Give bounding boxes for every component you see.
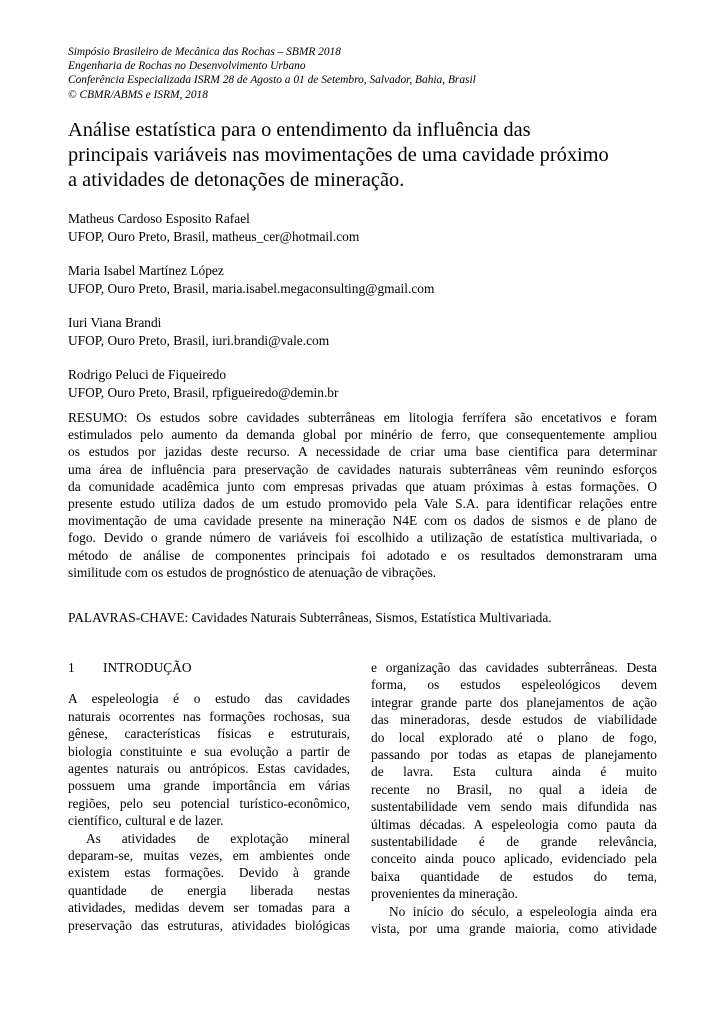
text-line: e organização das cavidades subterrâneas. Desta <box>371 660 657 675</box>
abstract-line: método de análise de componentes principais foi adotado e os resultados demonstraram uma <box>68 547 657 563</box>
text-line: A espeleologia é o estudo das cavidades <box>68 691 350 707</box>
abstract-line: estimulados pelo aumento da demanda global por minério de ferro, que consequentemente ampliou <box>68 427 657 443</box>
text-line: regiões, pelo seu potencial turístico-econômico, <box>68 795 350 811</box>
text-line: vista, por uma grande maioria, como atividade <box>371 921 657 937</box>
text-line: conceito ainda pouco aplicado, evidenciado pela <box>371 851 657 867</box>
text-line: científico, cultural e de lazer. <box>68 813 224 829</box>
text-line: forma, os estudos espeleológicos devem <box>371 677 657 693</box>
section-heading <box>68 659 350 676</box>
text-line: gênese, características físicas e estruturais, <box>68 726 350 742</box>
abstract <box>68 409 657 581</box>
text-line: existem estas formações. Devido à grande <box>68 865 350 881</box>
header-line: Conferência Especializada ISRM 28 de Agosto a 01 de Setembro, Salvador, Bahia, Brasil <box>68 74 476 87</box>
text-line: preservação das estruturas, atividades biológicas <box>68 917 350 933</box>
text-line: agentes naturais ou antrópicos. Estas cavidades, <box>68 761 350 777</box>
text-line: As atividades de explotação mineral <box>86 830 350 846</box>
author-name: Iuri Viana Brandi <box>68 315 162 330</box>
author-name: Rodrigo Peluci de Fiqueiredo <box>68 367 227 382</box>
right-column <box>371 659 657 938</box>
abstract-line: os estudos por jazidas deste recurso. A necessidade de criar uma base cientifica para determinar <box>68 444 657 460</box>
abstract-line: da comunidade acadêmica junto com empresas privadas que atuam próximas à estas formações. O <box>68 478 657 494</box>
text-line: últimas décadas. A espeleologia como pauta da <box>371 816 657 832</box>
abstract-line: similitude com os estudos de prognóstico de atenuação de vibrações. <box>68 564 437 580</box>
text-line: provenientes da mineração. <box>371 886 518 902</box>
text-line: deparam-se, muitas vezes, em ambientes onde <box>68 848 350 864</box>
header-line: Simpósio Brasileiro de Mecânica das Rochas – SBMR 2018 <box>68 46 341 58</box>
text-line: sustentabilidade vem sendo mais difundida nas <box>371 799 657 815</box>
paper-title <box>68 118 668 193</box>
keywords: PALAVRAS-CHAVE: Cavidades Naturais Subterrâneas, Sismos, Estatística Multivariada. <box>68 610 552 625</box>
text-line: de lavra. Esta cultura ainda é muito <box>371 764 657 780</box>
title-line: Análise estatística para o entendimento da influência das <box>68 119 531 141</box>
author-affiliation: UFOP, Ouro Preto, Brasil, maria.isabel.megaconsulting@gmail.com <box>68 281 435 296</box>
paragraph <box>68 690 350 829</box>
text-line: biologia constituinte e sua evolução a partir de <box>68 743 350 759</box>
author-affiliation: UFOP, Ouro Preto, Brasil, matheus_cer@hotmail.com <box>68 229 360 244</box>
author-block <box>68 366 668 402</box>
text-line: das mineradoras, desde estudos de viabilidade <box>371 712 657 728</box>
abstract-line: uma área de influência para preservação de cavidades naturais subterrâneas vêm reunindo esforços <box>68 461 657 477</box>
author-block <box>68 262 668 298</box>
paragraph <box>371 903 657 938</box>
abstract-line: RESUMO: Os estudos sobre cavidades subterrâneas em litologia ferrífera são encetativos e foram <box>68 410 657 425</box>
text-line: naturais ocorrentes nas formações rochosas, sua <box>68 708 350 724</box>
text-line: baixa quantidade de estudos do tema, <box>371 868 657 884</box>
text-line: sustentabilidade é de grande relevância, <box>371 834 657 850</box>
title-line: principais variáveis nas movimentações de uma cavidade próximo <box>68 144 609 166</box>
author-block <box>68 210 668 246</box>
author-affiliation: UFOP, Ouro Preto, Brasil, iuri.brandi@vale.com <box>68 333 330 348</box>
text-line: integrar grande parte dos planejamentos de ação <box>371 694 657 710</box>
text-line: quantidade de energia liberada nestas <box>68 882 350 898</box>
abstract-line: presente estudo utiliza dados de um estudo promovido pela Vale S.A. para identificar relações entre <box>68 496 657 512</box>
header-line: Engenharia de Rochas no Desenvolvimento Urbano <box>68 60 306 73</box>
abstract-line: fogo. Devido o grande número de variáveis foi escolhido a utilização de estatística multivariada, o <box>68 530 657 546</box>
section-title: INTRODUÇÃO <box>103 660 192 675</box>
text-line: do local explorado até o plano de fogo, <box>371 729 657 745</box>
text-line: possuem uma grande importância em várias <box>68 778 350 794</box>
author-affiliation: UFOP, Ouro Preto, Brasil, rpfigueiredo@demin.br <box>68 385 339 400</box>
abstract-line: movimentação de uma cavidade presente na mineração N4E com os dados de sismos e de plano de <box>68 513 657 529</box>
author-block <box>68 314 668 350</box>
author-name: Maria Isabel Martínez López <box>68 263 224 278</box>
header-line: © CBMR/ABMS e ISRM, 2018 <box>68 88 208 101</box>
section-number: 1 <box>68 660 75 675</box>
paragraph <box>371 659 657 903</box>
text-line: atividades, medidas devem ser tomadas para a <box>68 900 350 916</box>
left-column <box>68 659 350 934</box>
text-line: No início do século, a espeleologia ainda era <box>389 903 657 919</box>
paragraph <box>68 830 350 934</box>
text-line: passando por todas as etapas de planejamento <box>371 747 657 763</box>
author-list <box>68 210 668 418</box>
conference-header <box>68 45 668 102</box>
text-line: recente no Brasil, no qual a ideia de <box>371 781 657 797</box>
title-line: a atividades de detonações de mineração. <box>68 169 405 191</box>
author-name: Matheus Cardoso Esposito Rafael <box>68 211 250 226</box>
